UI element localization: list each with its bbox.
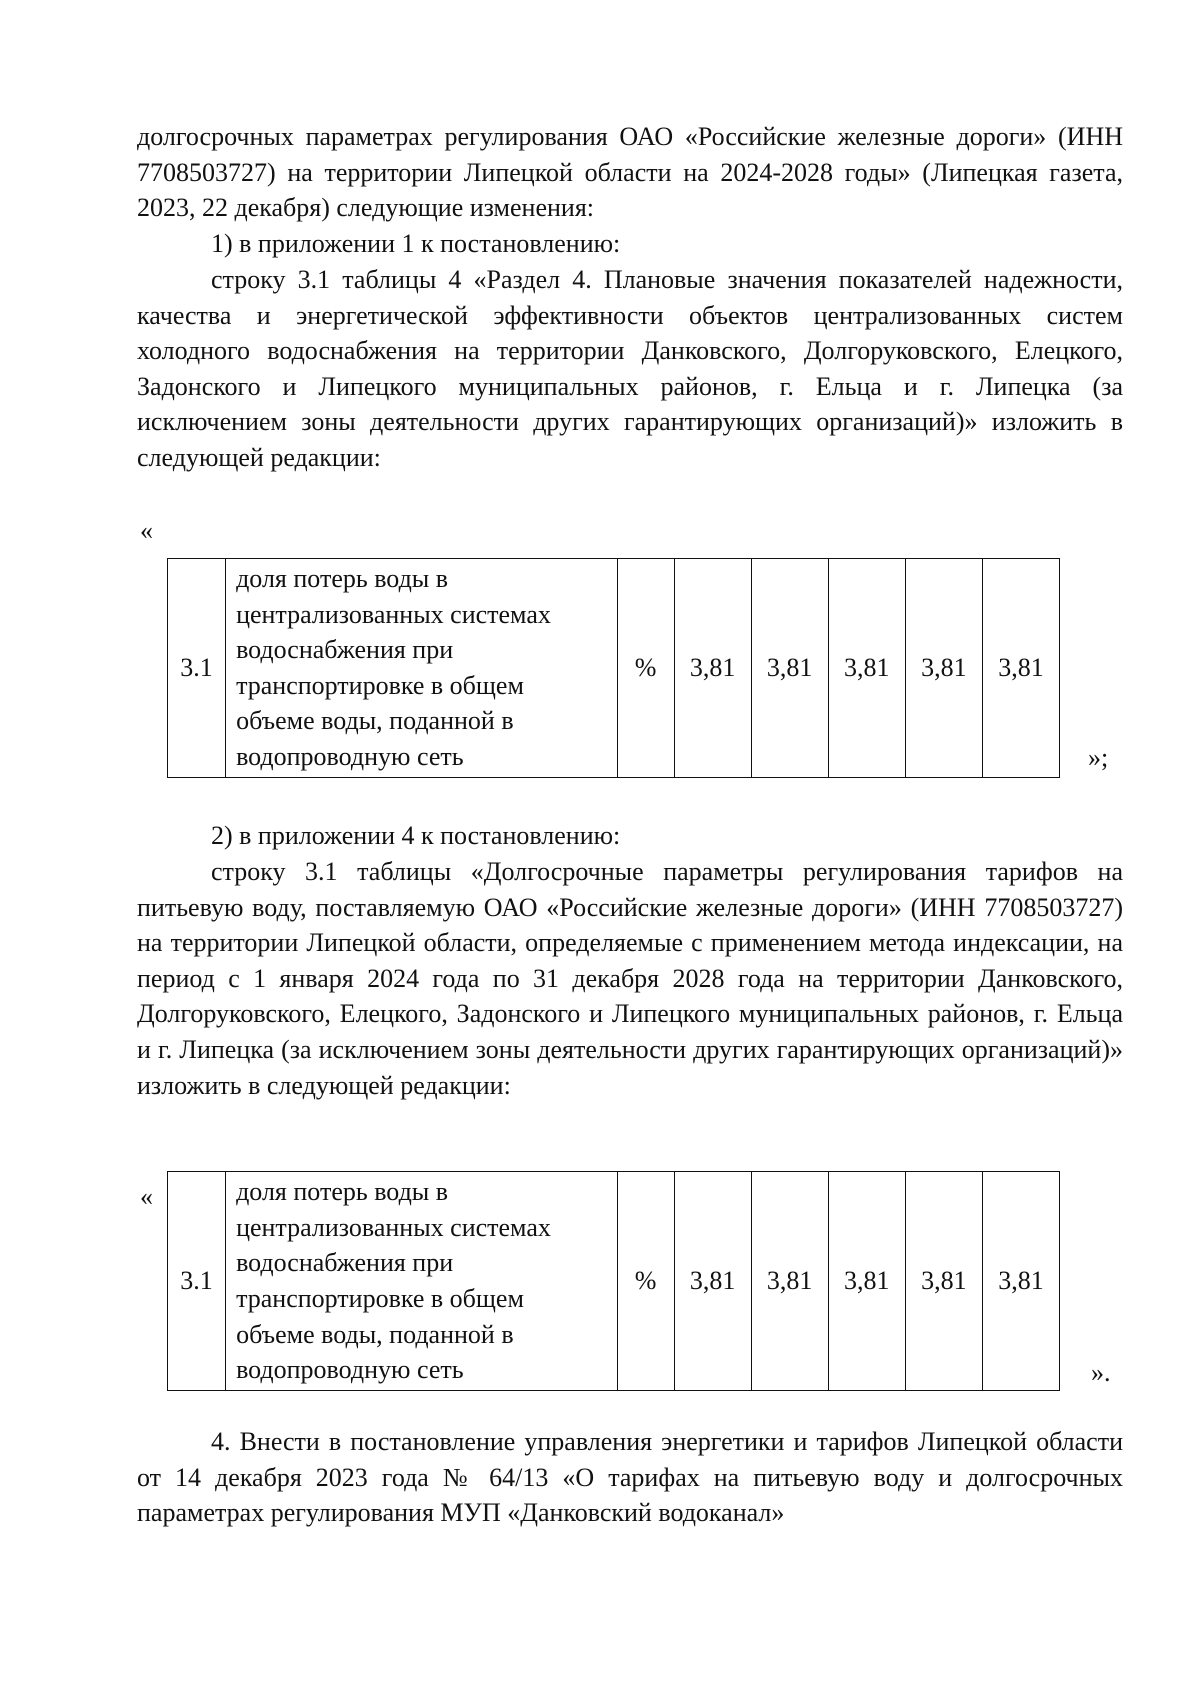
table2 xyxy=(167,1171,1060,1391)
table1-quote-close: »; xyxy=(1088,743,1109,772)
table1 xyxy=(167,558,1060,778)
table2-quote-close: ». xyxy=(1091,1358,1111,1387)
table2-value-5: 3,81 xyxy=(982,1172,1059,1391)
table2-row xyxy=(168,1172,1060,1391)
table1-row-unit: % xyxy=(617,559,674,778)
table2-value-1: 3,81 xyxy=(674,1172,751,1391)
table2-value-4: 3,81 xyxy=(905,1172,982,1391)
table2-row-unit: % xyxy=(617,1172,674,1391)
table1-value-3: 3,81 xyxy=(828,559,905,778)
table1-row xyxy=(168,559,1060,778)
table1-row-description: доля потерь воды в централизованных системах водоснабжения при транспортировке в общем объеме воды, поданной в водопроводную сеть xyxy=(226,559,617,778)
table2-row-number: 3.1 xyxy=(168,1172,226,1391)
paragraph-item-2-text: строку 3.1 таблицы «Долгосрочные параметры регулирования тарифов на питьевую воду, поставляемую ОАО «Российские железные дороги» (ИНН 7708503727) на территории Липецкой области, определяемые с применением метода индексации, на период с 1 января 2024 года по 31 декабря 2028 года на территории Данковского, Долгоруковского, Елецкого, Задонского и Липецкого муниципальных районов, г. Ельца и г. Липецка (за исключением зоны деятельности других гарантирующих организаций)» изложить в следующей редакции: xyxy=(137,857,1123,1100)
paragraph-intro: долгосрочных параметрах регулирования ОАО «Российские железные дороги» (ИНН 7708503727) на территории Липецкой области на 2024-2028 годы» (Липецкая газета, 2023, 22 декабря) следующие изменения: xyxy=(137,122,1123,223)
table1-value-2: 3,81 xyxy=(751,559,828,778)
table2-quote-open: « xyxy=(140,1182,153,1211)
paragraph-item-1: 1) в приложении 1 к постановлению: xyxy=(211,229,621,258)
table2-value-2: 3,81 xyxy=(751,1172,828,1391)
paragraph-item-2: 2) в приложении 4 к постановлению: xyxy=(211,821,621,850)
table1-row-number: 3.1 xyxy=(168,559,226,778)
table2-row-description: доля потерь воды в централизованных системах водоснабжения при транспортировке в общем объеме воды, поданной в водопроводную сеть xyxy=(226,1172,617,1391)
table1-value-1: 3,81 xyxy=(674,559,751,778)
table1-quote-open: « xyxy=(140,516,153,545)
paragraph-item-4: 4. Внести в постановление управления энергетики и тарифов Липецкой области от 14 декабря 2023 года № 64/13 «О тарифах на питьевую воду и долгосрочных параметрах регулирования МУП «Данковский водоканал» xyxy=(137,1427,1123,1528)
table2-value-3: 3,81 xyxy=(828,1172,905,1391)
paragraph-item-1-text: строку 3.1 таблицы 4 «Раздел 4. Плановые значения показателей надежности, качества и энергетической эффективности объектов централизованных систем холодного водоснабжения на территории Данковского, Долгоруковского, Елецкого, Задонского и Липецкого муниципальных районов, г. Ельца и г. Липецка (за исключением зоны деятельности других гарантирующих организаций)» изложить в следующей редакции: xyxy=(137,265,1123,472)
table1-value-4: 3,81 xyxy=(905,559,982,778)
table1-value-5: 3,81 xyxy=(982,559,1059,778)
